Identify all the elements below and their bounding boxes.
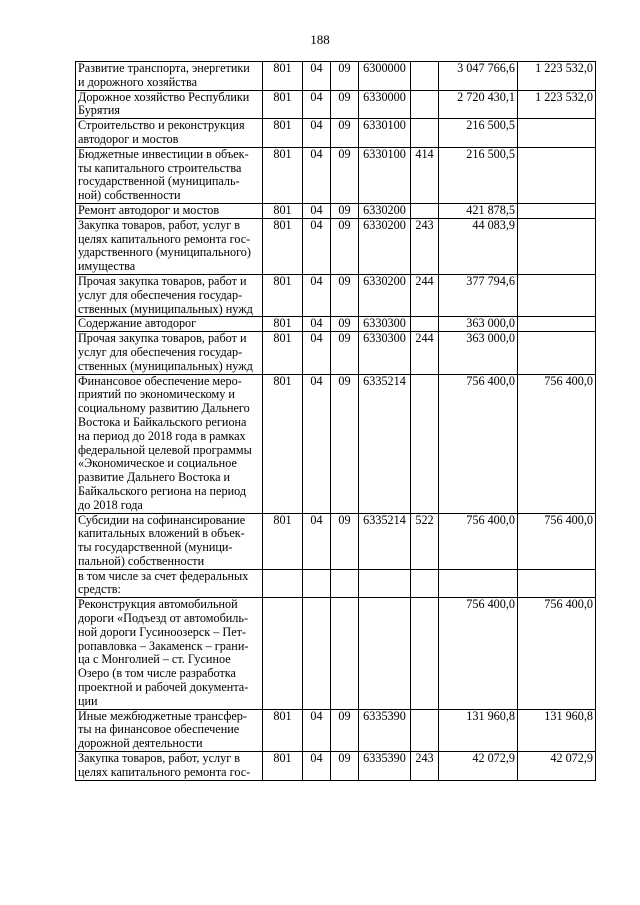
item-name-line: Строительство и реконструкция — [78, 118, 245, 133]
cell-subsection-code: 09 — [331, 513, 359, 569]
item-name-line: услуг для обеспечения государ- — [78, 344, 243, 359]
item-name-line: Финансовое обеспечение меро- — [78, 374, 242, 388]
cell-expense-type-code: 414 — [411, 147, 439, 203]
item-name-line: Субсидии на софинансирование — [78, 513, 246, 527]
cell-expense-type-code — [411, 90, 439, 119]
cell-subsection-code: 09 — [331, 317, 359, 332]
cell-grbs-code: 801 — [263, 147, 303, 203]
item-name-line: государственной (муниципаль- — [78, 174, 240, 189]
item-name-line: целях капитального ремонта гос- — [78, 764, 251, 779]
cell-section-code: 04 — [303, 374, 331, 513]
cell-grbs-code: 801 — [263, 709, 303, 751]
cell-amount-1: 216 500,5 — [439, 119, 518, 148]
cell-section-code: 04 — [303, 203, 331, 218]
cell-section-code: 04 — [303, 513, 331, 569]
cell-section-code: 04 — [303, 332, 331, 374]
cell-expense-type-code — [411, 569, 439, 598]
item-name-line: ции — [78, 693, 98, 708]
item-name-line: Ремонт автодорог и мостов — [78, 203, 220, 217]
item-name-line: Байкальского региона на период — [78, 483, 247, 498]
cell-amount-2: 1 223 532,0 — [518, 90, 596, 119]
cell-item-name — [76, 332, 263, 374]
cell-subsection-code: 09 — [331, 274, 359, 316]
item-name-line: на период до 2018 года в рамках — [78, 428, 246, 443]
item-name-line: ственных (муниципальных) нужд — [78, 301, 253, 316]
cell-target-article-code: 6335390 — [359, 752, 411, 781]
cell-item-name — [76, 203, 263, 218]
item-name-line: проектной и рабочей документа- — [78, 680, 249, 695]
item-name-line: Бурятия — [78, 103, 120, 118]
cell-expense-type-code — [411, 598, 439, 709]
cell-subsection-code: 09 — [331, 752, 359, 781]
item-name-line: ропавловка – Закаменск – грани- — [78, 638, 249, 653]
cell-target-article-code: 6330100 — [359, 147, 411, 203]
cell-section-code: 04 — [303, 147, 331, 203]
cell-amount-2: 131 960,8 — [518, 709, 596, 751]
table-row — [76, 317, 596, 332]
cell-section-code: 04 — [303, 119, 331, 148]
item-name-line: автодорог и мостов — [78, 131, 179, 146]
item-name-line: ной дороги Гусиноозерск – Пет- — [78, 624, 246, 639]
item-name-line: имущества — [78, 259, 136, 274]
item-name-line: Востока и Байкальского региона — [78, 414, 247, 429]
cell-target-article-code: 6335390 — [359, 709, 411, 751]
cell-section-code — [303, 598, 331, 709]
cell-amount-1: 756 400,0 — [439, 374, 518, 513]
cell-expense-type-code: 244 — [411, 332, 439, 374]
cell-section-code: 04 — [303, 218, 331, 274]
cell-target-article-code: 6330000 — [359, 90, 411, 119]
cell-amount-2 — [518, 274, 596, 316]
cell-amount-1: 756 400,0 — [439, 598, 518, 709]
item-name-line: ты капитального строительства — [78, 160, 242, 175]
cell-target-article-code: 6330200 — [359, 274, 411, 316]
item-name-line: пальной) собственности — [78, 553, 205, 568]
cell-section-code: 04 — [303, 62, 331, 91]
cell-subsection-code — [331, 569, 359, 598]
table-row — [76, 62, 596, 91]
item-name-line: Развитие транспорта, энергетики — [78, 61, 250, 75]
item-name-line: Закупка товаров, работ, услуг в — [78, 218, 240, 232]
cell-amount-2: 756 400,0 — [518, 598, 596, 709]
cell-target-article-code: 6300000 — [359, 62, 411, 91]
item-name-line: капитальных вложений в объек- — [78, 526, 245, 541]
item-name-line: и дорожного хозяйства — [78, 74, 198, 89]
item-name-line: ты на финансовое обеспечение — [78, 722, 240, 737]
item-name-line: до 2018 года — [78, 497, 143, 512]
cell-grbs-code: 801 — [263, 752, 303, 781]
cell-amount-1: 421 878,5 — [439, 203, 518, 218]
cell-amount-2 — [518, 203, 596, 218]
cell-amount-2 — [518, 569, 596, 598]
cell-amount-2: 756 400,0 — [518, 374, 596, 513]
item-name-line: Иные межбюджетные трансфер- — [78, 709, 247, 723]
table-row — [76, 147, 596, 203]
page-number: 188 — [310, 32, 330, 47]
item-name-line: Реконструкция автомобильной — [78, 597, 238, 612]
cell-item-name — [76, 374, 263, 513]
item-name-line: Озеро (в том числе разработка — [78, 666, 236, 681]
cell-section-code: 04 — [303, 709, 331, 751]
item-name-line: ца с Монголией – ст. Гусиное — [78, 652, 231, 667]
cell-section-code: 04 — [303, 274, 331, 316]
cell-grbs-code — [263, 569, 303, 598]
item-name-line: ударственного (муниципального) — [78, 245, 251, 260]
cell-amount-1: 216 500,5 — [439, 147, 518, 203]
table-row — [76, 274, 596, 316]
cell-amount-1: 363 000,0 — [439, 332, 518, 374]
cell-target-article-code: 6330300 — [359, 332, 411, 374]
item-name-line: федеральной целевой программы — [78, 442, 252, 457]
item-name-line: средств: — [78, 582, 121, 597]
cell-item-name — [76, 147, 263, 203]
cell-target-article-code: 6335214 — [359, 374, 411, 513]
cell-expense-type-code: 243 — [411, 752, 439, 781]
cell-grbs-code: 801 — [263, 374, 303, 513]
cell-amount-1: 131 960,8 — [439, 709, 518, 751]
cell-grbs-code: 801 — [263, 62, 303, 91]
item-name-line: Прочая закупка товаров, работ и — [78, 331, 247, 346]
cell-target-article-code: 6330200 — [359, 218, 411, 274]
cell-target-article-code: 6330200 — [359, 203, 411, 218]
item-name-line: в том числе за счет федеральных — [78, 569, 249, 583]
table-row — [76, 569, 596, 598]
table-row — [76, 90, 596, 119]
cell-amount-2 — [518, 317, 596, 332]
item-name-line: целях капитального ремонта гос- — [78, 231, 251, 246]
item-name-line: Содержание автодорог — [78, 316, 197, 331]
cell-section-code: 04 — [303, 317, 331, 332]
table-row — [76, 203, 596, 218]
cell-amount-2 — [518, 218, 596, 274]
cell-expense-type-code: 522 — [411, 513, 439, 569]
table-row — [76, 752, 596, 781]
cell-subsection-code: 09 — [331, 90, 359, 119]
cell-expense-type-code — [411, 709, 439, 751]
cell-item-name — [76, 218, 263, 274]
cell-amount-2 — [518, 119, 596, 148]
cell-section-code — [303, 569, 331, 598]
item-name-line: Закупка товаров, работ, услуг в — [78, 751, 240, 766]
table-row — [76, 374, 596, 513]
item-name-line: социальному развитию Дальнего — [78, 401, 250, 416]
cell-subsection-code: 09 — [331, 374, 359, 513]
cell-grbs-code: 801 — [263, 332, 303, 374]
cell-amount-2: 756 400,0 — [518, 513, 596, 569]
cell-target-article-code: 6330300 — [359, 317, 411, 332]
cell-subsection-code: 09 — [331, 332, 359, 374]
table-row — [76, 119, 596, 148]
cell-amount-1: 3 047 766,6 — [439, 62, 518, 91]
cell-amount-2: 42 072,9 — [518, 752, 596, 781]
cell-amount-1: 2 720 430,1 — [439, 90, 518, 119]
item-name-line: приятий по экономическому и — [78, 387, 235, 402]
cell-item-name — [76, 513, 263, 569]
item-name-line: Прочая закупка товаров, работ и — [78, 274, 247, 288]
cell-target-article-code — [359, 569, 411, 598]
cell-grbs-code: 801 — [263, 218, 303, 274]
cell-item-name — [76, 119, 263, 148]
cell-grbs-code: 801 — [263, 317, 303, 332]
cell-subsection-code: 09 — [331, 709, 359, 751]
table-row — [76, 709, 596, 751]
item-name-line: ты государственной (муници- — [78, 540, 233, 555]
budget-table-body — [76, 62, 596, 781]
cell-item-name — [76, 62, 263, 91]
cell-amount-1: 377 794,6 — [439, 274, 518, 316]
table-row — [76, 332, 596, 374]
cell-target-article-code: 6335214 — [359, 513, 411, 569]
cell-grbs-code: 801 — [263, 513, 303, 569]
cell-item-name — [76, 569, 263, 598]
cell-amount-1: 756 400,0 — [439, 513, 518, 569]
item-name-line: ной) собственности — [78, 188, 181, 203]
cell-item-name — [76, 317, 263, 332]
item-name-line: дороги «Подъезд от автомобиль- — [78, 611, 249, 626]
cell-subsection-code: 09 — [331, 147, 359, 203]
item-name-line: Бюджетные инвестиции в объек- — [78, 147, 249, 161]
item-name-line: развитие Дальнего Востока и — [78, 470, 231, 485]
cell-expense-type-code — [411, 317, 439, 332]
cell-amount-1: 363 000,0 — [439, 317, 518, 332]
cell-amount-1: 42 072,9 — [439, 752, 518, 781]
cell-amount-1 — [439, 569, 518, 598]
table-row — [76, 218, 596, 274]
cell-amount-1: 44 083,9 — [439, 218, 518, 274]
cell-expense-type-code: 243 — [411, 218, 439, 274]
cell-grbs-code — [263, 598, 303, 709]
cell-subsection-code: 09 — [331, 119, 359, 148]
item-name-line: услуг для обеспечения государ- — [78, 287, 243, 302]
cell-item-name — [76, 274, 263, 316]
cell-subsection-code: 09 — [331, 218, 359, 274]
cell-item-name — [76, 598, 263, 709]
cell-item-name — [76, 90, 263, 119]
cell-amount-2 — [518, 147, 596, 203]
cell-expense-type-code — [411, 62, 439, 91]
cell-expense-type-code — [411, 374, 439, 513]
item-name-line: ственных (муниципальных) нужд — [78, 358, 253, 373]
cell-amount-2 — [518, 332, 596, 374]
cell-grbs-code: 801 — [263, 274, 303, 316]
cell-grbs-code: 801 — [263, 203, 303, 218]
cell-target-article-code: 6330100 — [359, 119, 411, 148]
item-name-line: «Экономическое и социальное — [78, 456, 237, 471]
cell-item-name — [76, 709, 263, 751]
cell-amount-2: 1 223 532,0 — [518, 62, 596, 91]
cell-item-name — [76, 752, 263, 781]
cell-subsection-code: 09 — [331, 203, 359, 218]
cell-target-article-code — [359, 598, 411, 709]
table-row — [76, 598, 596, 709]
item-name-line: дорожной деятельности — [78, 736, 203, 751]
cell-expense-type-code — [411, 119, 439, 148]
item-name-line: Дорожное хозяйство Республики — [78, 90, 250, 104]
cell-expense-type-code: 244 — [411, 274, 439, 316]
cell-grbs-code: 801 — [263, 90, 303, 119]
cell-section-code: 04 — [303, 752, 331, 781]
budget-table — [75, 61, 596, 781]
cell-expense-type-code — [411, 203, 439, 218]
cell-subsection-code: 09 — [331, 62, 359, 91]
table-row — [76, 513, 596, 569]
cell-grbs-code: 801 — [263, 119, 303, 148]
cell-subsection-code — [331, 598, 359, 709]
cell-section-code: 04 — [303, 90, 331, 119]
